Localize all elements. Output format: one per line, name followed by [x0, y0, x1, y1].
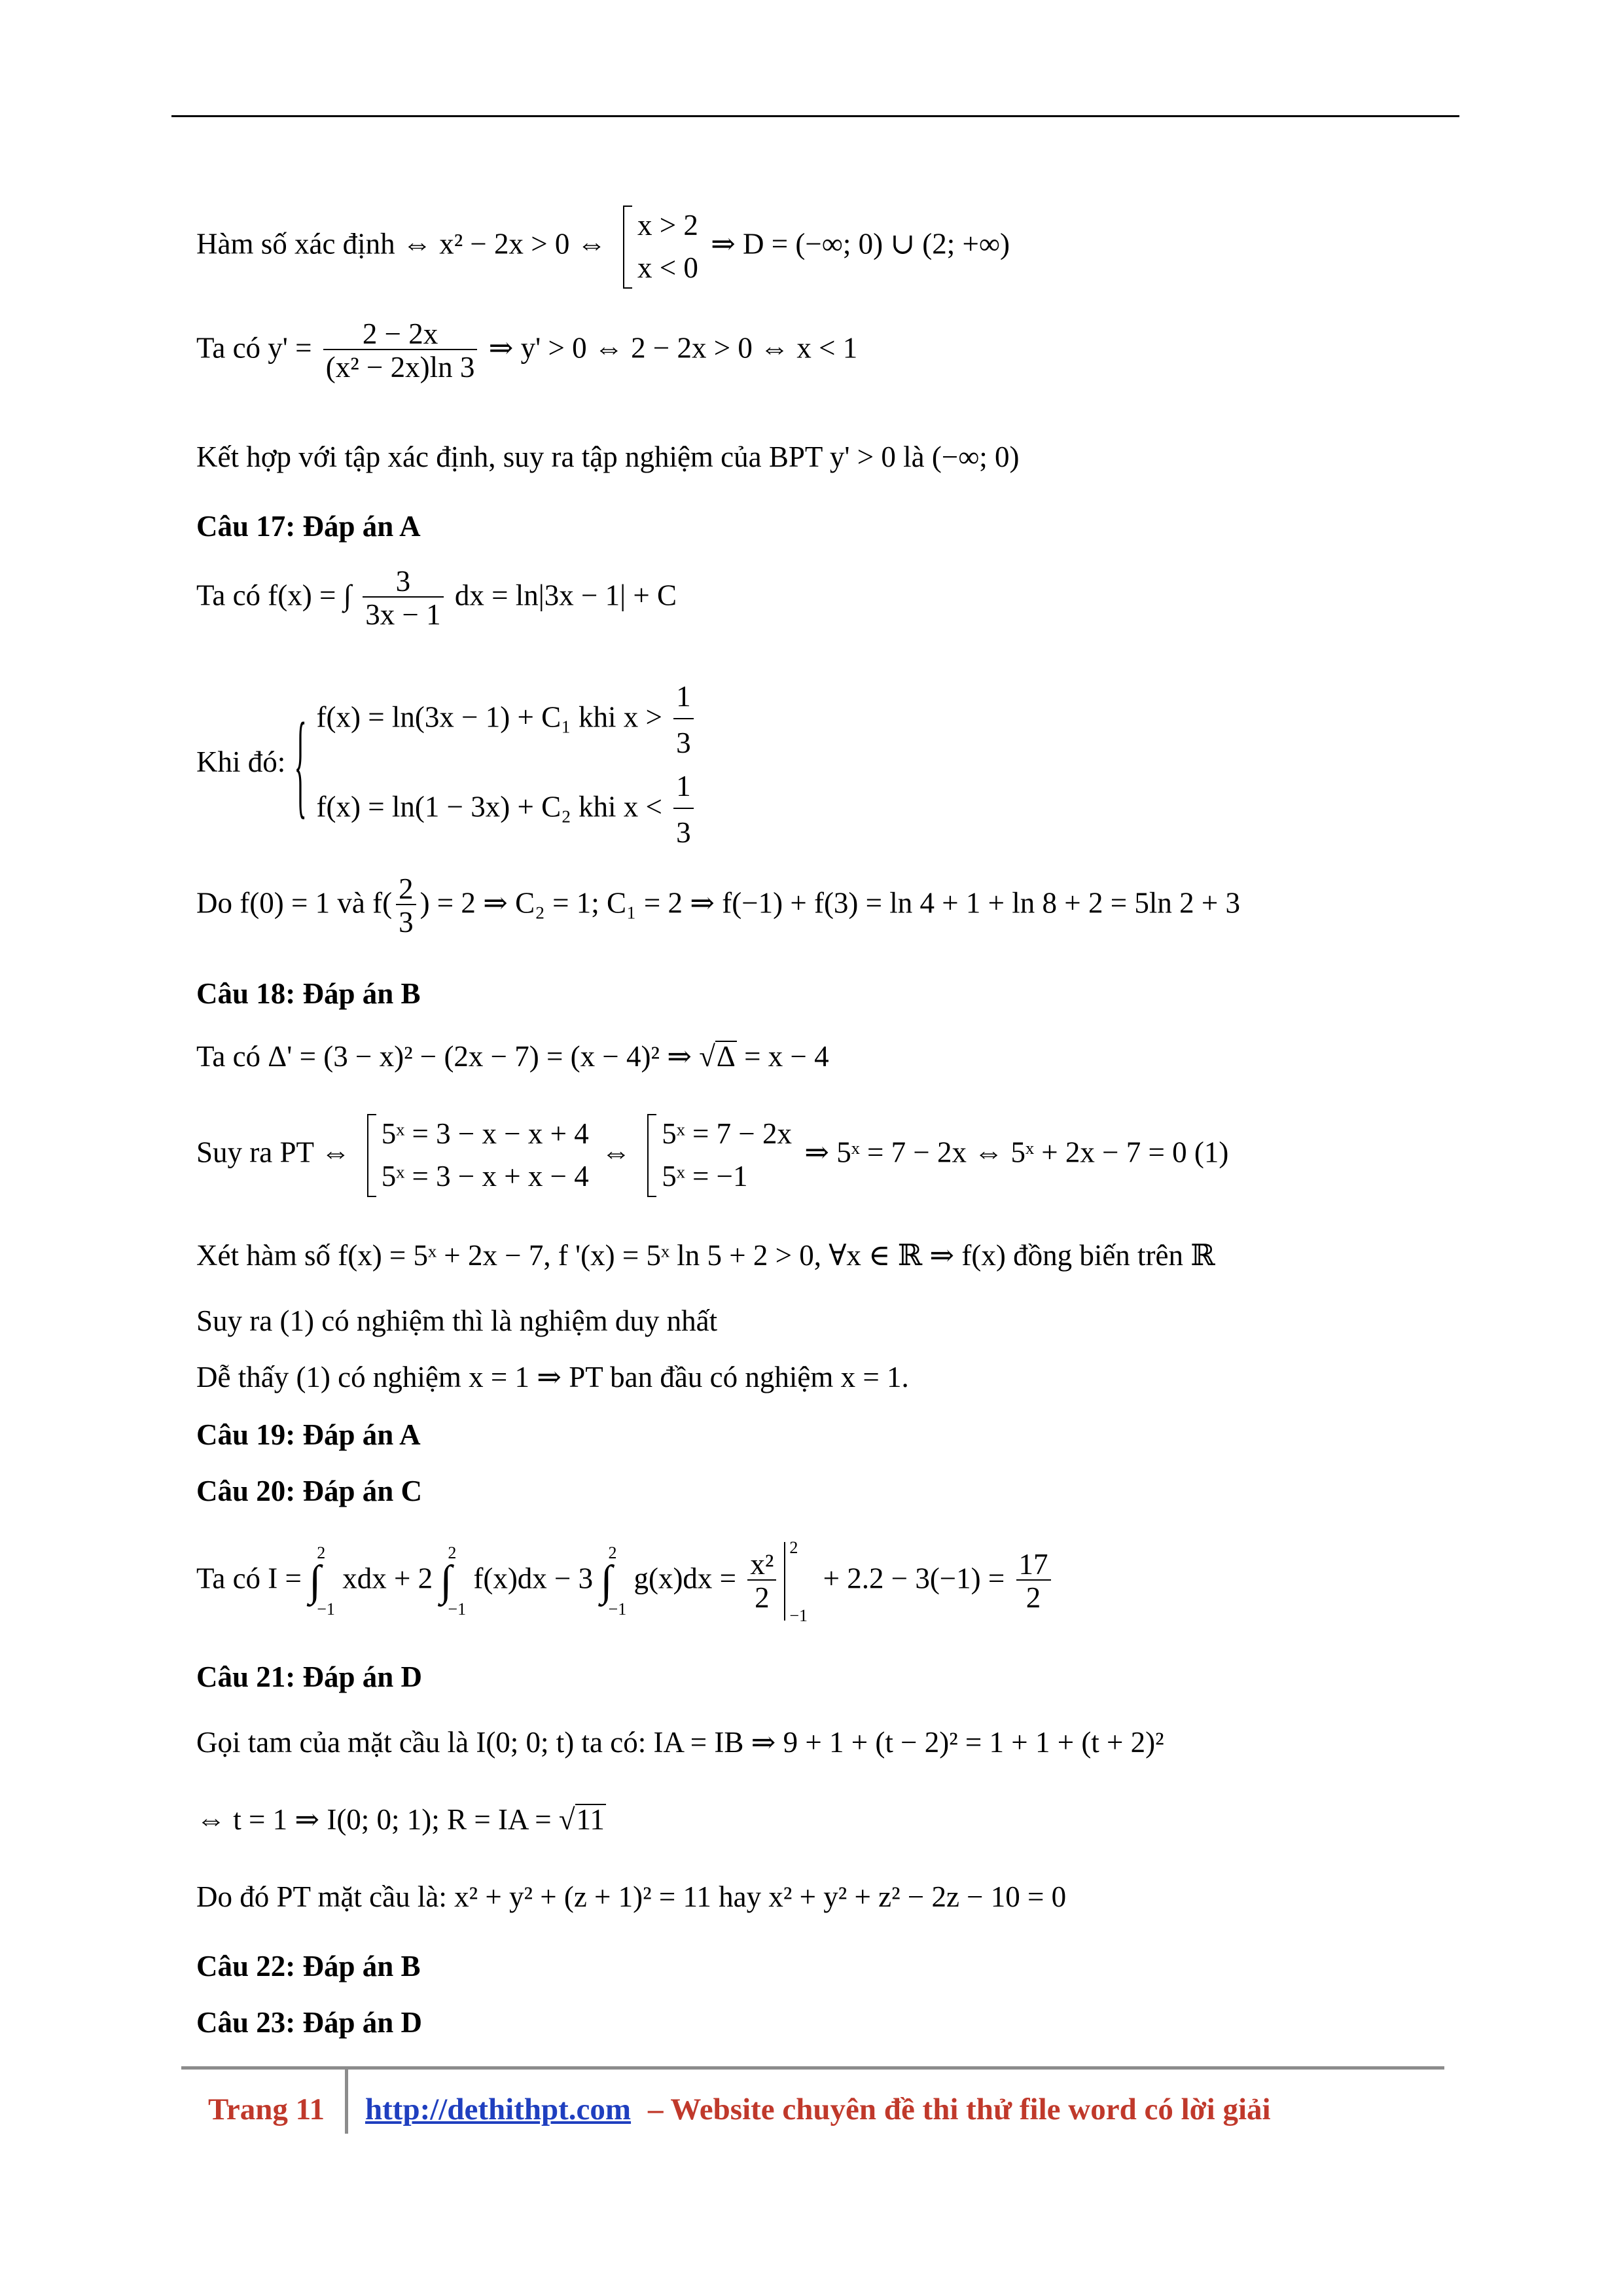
numerator: 3	[395, 565, 411, 598]
line-sphere-equation	[196, 1882, 1066, 1912]
math: ⇔ x² − 2x > 0 ⇔	[402, 227, 607, 260]
numerator: 2 − 2x	[362, 317, 438, 350]
math: ⇒ y' > 0 ⇔ 2 − 2x > 0 ⇔ x < 1	[488, 331, 858, 365]
math: IA = IB ⇒ 9 + 1 + (t − 2)² = 1 + 1 + (t + 2)²	[653, 1726, 1164, 1759]
footer-page-number: Trang 11	[208, 2092, 325, 2126]
line-integral	[196, 567, 677, 630]
spacer	[448, 1562, 466, 1601]
footer-tagline: – Website chuyên đề thi thử file word có lời giải	[648, 2092, 1271, 2126]
text: đồng biến trên	[1013, 1239, 1183, 1272]
integral-sign: ∫	[440, 1557, 452, 1605]
case-row	[317, 675, 698, 765]
integral-limits	[448, 1545, 466, 1618]
math: (−∞; 0)	[931, 440, 1020, 473]
fraction	[323, 319, 478, 382]
case-row: x < 0	[637, 251, 698, 285]
case-row: x > 2	[637, 209, 698, 242]
upper-limit: 2	[789, 1538, 798, 1557]
heading-cau-21: Câu 21: Đáp án D	[196, 1660, 423, 1693]
fraction	[673, 765, 694, 855]
math: g(x)dx =	[633, 1562, 737, 1595]
math: ) = 2 ⇒ C₂ = 1; C₁ = 2 ⇒ f(−1) + f(3) = ln 4 + 1 + ln 8 + 2 = 5ln 2 + 3	[419, 886, 1240, 920]
text: Ta có	[196, 331, 261, 365]
line-root	[196, 1363, 909, 1392]
evaluation-bar	[784, 1538, 812, 1625]
math: f(x) = ln(1 − 3x) + C₂ khi x <	[316, 790, 662, 823]
integral-limits	[317, 1545, 335, 1618]
fraction	[673, 675, 694, 765]
line-piecewise	[196, 675, 703, 854]
text: Do	[196, 886, 232, 920]
heading-cau-22: Câu 22: Đáp án B	[196, 1950, 421, 1982]
sqrt-radicand: 11	[576, 1803, 605, 1836]
text: Dễ thấy (1) có nghiệm	[196, 1361, 461, 1393]
math: x = 1.	[840, 1361, 909, 1393]
footer-separator	[345, 2068, 348, 2134]
numerator: 17	[1018, 1548, 1048, 1581]
math: y' > 0	[829, 440, 896, 473]
math: xdx + 2	[342, 1562, 433, 1595]
case-row: 5ˣ = −1	[662, 1160, 748, 1193]
math: ⇒ 5ˣ = 7 − 2x ⇔ 5ˣ + 2x − 7 = 0 (1)	[804, 1136, 1229, 1169]
text: Xét hàm số	[196, 1239, 330, 1272]
text: và	[337, 886, 365, 920]
denominator: 3	[673, 718, 694, 764]
line-sphere-radius: ⇔ t = 1 ⇒ I(0; 0; 1); R = IA = √11	[196, 1803, 605, 1836]
header-rule	[171, 115, 1459, 117]
math: ⇔ t = 1 ⇒ I(0; 0; 1); R = IA =	[196, 1803, 552, 1836]
case-row: 5ˣ = 7 − 2x	[662, 1117, 792, 1150]
text: Kết hợp với tập xác định, suy ra tập nghiệm của BPT	[196, 440, 823, 473]
heading-cau-23: Câu 23: Đáp án D	[196, 2006, 423, 2039]
spacer	[609, 1562, 627, 1601]
heading-cau-20: Câu 20: Đáp án C	[196, 1475, 423, 1507]
math: f(x) = 5ˣ + 2x − 7, f '(x) = 5ˣ ln 5 + 2 > 0, ∀x ∈ ℝ ⇒ f(x)	[338, 1239, 1006, 1272]
math: x = 1 ⇒	[469, 1361, 562, 1393]
math: Δ' = (3 − x)² − (2x − 7) = (x − 4)² ⇒	[268, 1040, 692, 1073]
line-constants	[196, 874, 1240, 937]
denominator: 3	[396, 904, 416, 937]
line-unique-root: Suy ra (1) có nghiệm thì là nghiệm duy nhất	[196, 1304, 718, 1337]
fraction	[1016, 1550, 1051, 1613]
case-row	[317, 765, 698, 855]
text: Gọi tam của mặt cầu là	[196, 1726, 469, 1759]
text: Suy ra PT	[196, 1136, 314, 1169]
math: f(x) = ln(3x − 1) + C₁ khi x >	[316, 700, 662, 734]
text: hay	[719, 1880, 762, 1913]
case-bracket	[619, 204, 698, 290]
heading-cau-18: Câu 18: Đáp án B	[196, 977, 421, 1010]
line-domain	[196, 204, 1010, 290]
case-row: 5ˣ = 3 − x + x − 4	[381, 1160, 589, 1193]
math: ⇒ D = (−∞; 0) ∪ (2; +∞)	[711, 227, 1010, 260]
numerator: x²	[750, 1548, 774, 1581]
sqrt-radicand: Δ	[716, 1040, 736, 1073]
spacer	[317, 1562, 335, 1601]
denominator: 2	[1016, 1579, 1051, 1613]
math: ⇔	[321, 1136, 351, 1169]
numerator: 1	[676, 680, 691, 713]
math: I(0; 0; t)	[476, 1726, 575, 1759]
upper-limit: 2	[317, 1543, 326, 1562]
text: Ta có	[196, 1562, 261, 1595]
math: x² + y² + z² − 2z − 10 = 0	[768, 1880, 1067, 1913]
text: Khi đó:	[196, 745, 286, 778]
denominator: 3	[673, 808, 694, 854]
line-discriminant: Ta có Δ' = (3 − x)² − (2x − 7) = (x − 4)² ⇒ √Δ = x − 4	[196, 1040, 829, 1073]
lower-limit: −1	[448, 1600, 467, 1619]
line-sphere-center	[196, 1728, 1164, 1757]
math: I =	[268, 1562, 302, 1595]
text: Do đó PT mặt cầu là:	[196, 1880, 447, 1913]
footer-rule	[181, 2066, 1444, 2070]
piecewise-brace	[298, 675, 698, 854]
line-equation-cases	[196, 1113, 1228, 1198]
numerator: 1	[676, 769, 691, 802]
fraction	[396, 874, 416, 937]
denominator: 3x − 1	[363, 596, 443, 630]
line-monotonic	[196, 1241, 1215, 1270]
line-derivative	[196, 319, 857, 382]
math: = x − 4	[744, 1040, 829, 1073]
case-row: 5ˣ = 3 − x − x + 4	[381, 1117, 589, 1150]
math: ⇔	[601, 1136, 631, 1169]
line-solution-set	[196, 442, 1020, 472]
text: PT ban đầu có nghiệm	[569, 1361, 834, 1393]
case-bracket	[643, 1113, 792, 1198]
integral-sign: ∫	[600, 1557, 613, 1605]
math: f(	[372, 886, 393, 920]
fraction	[747, 1550, 776, 1613]
lower-limit: −1	[608, 1600, 627, 1619]
integral-limits	[609, 1545, 627, 1618]
heading-cau-19: Câu 19: Đáp án A	[196, 1418, 421, 1451]
upper-limit: 2	[608, 1543, 617, 1562]
text: là	[903, 440, 925, 473]
upper-limit: 2	[448, 1543, 457, 1562]
integral-sign: ∫	[309, 1557, 321, 1605]
lower-limit: −1	[789, 1606, 808, 1625]
numerator: 2	[399, 872, 414, 905]
line-definite-integral	[196, 1538, 1055, 1625]
text: Ta có	[196, 579, 261, 612]
math: f(0) = 1	[240, 886, 330, 920]
denominator: 2	[747, 1579, 776, 1613]
text: Ta có	[196, 1040, 261, 1073]
math: x² + y² + (z + 1)² = 11	[454, 1880, 711, 1913]
text: Hàm số xác định	[196, 227, 395, 260]
math: f(x) = ∫	[268, 579, 351, 612]
denominator: (x² − 2x)ln 3	[323, 349, 478, 382]
fraction	[363, 567, 443, 630]
math: + 2.2 − 3(−1) =	[823, 1562, 1005, 1595]
math: dx = ln|3x − 1| + C	[454, 579, 677, 612]
text: ta có:	[581, 1726, 647, 1759]
case-bracket	[363, 1113, 589, 1198]
heading-cau-17: Câu 17: Đáp án A	[196, 510, 421, 543]
math: f(x)dx − 3	[473, 1562, 594, 1595]
footer-website-link[interactable]: http://dethithpt.com	[365, 2092, 632, 2126]
math: y' =	[268, 331, 312, 365]
lower-limit: −1	[317, 1600, 335, 1619]
math: ℝ	[1190, 1239, 1215, 1272]
